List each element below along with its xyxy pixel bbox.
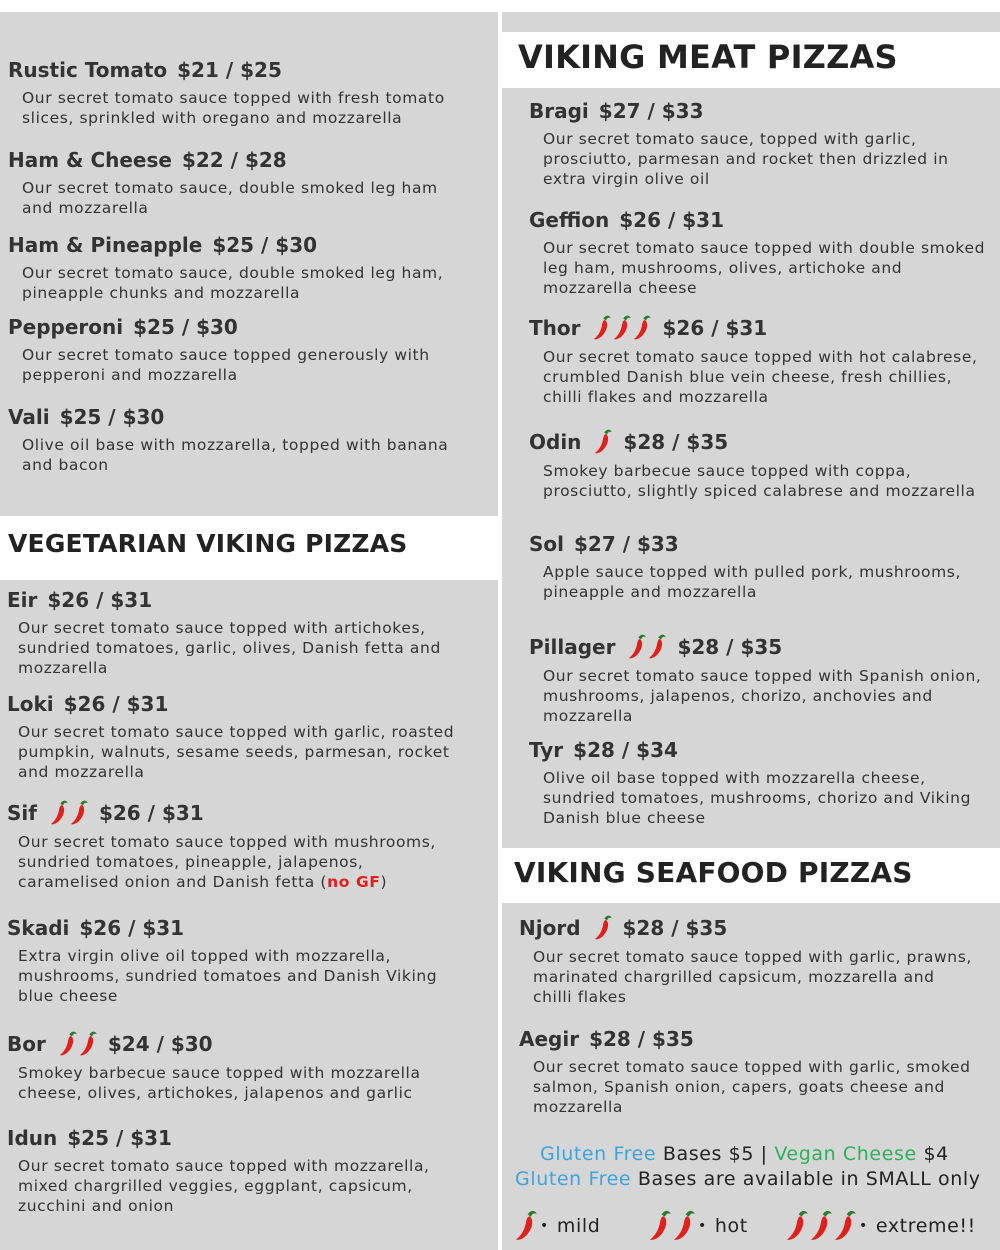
- item-price: $24 / $30: [107, 1032, 213, 1056]
- item-price: $22 / $28: [181, 148, 287, 172]
- menu-item: [8, 148, 488, 218]
- item-price: $25 / $30: [212, 233, 318, 257]
- chili-icon: [648, 634, 666, 660]
- menu-item: [529, 532, 994, 602]
- item-description: [18, 1063, 487, 1103]
- heat-indicator: [593, 915, 613, 941]
- item-title: [519, 915, 989, 941]
- description-line: pumpkin, walnuts, sesame seeds, parmesan, rocket: [18, 743, 450, 761]
- legend-item: • hot: [648, 1210, 748, 1242]
- gluten-free-label-2: Gluten Free: [515, 1168, 632, 1190]
- item-title: [529, 99, 994, 123]
- item-description: [533, 1057, 989, 1117]
- item-title: [7, 1126, 487, 1150]
- description-line: zucchini and onion: [18, 1197, 174, 1215]
- item-title: [529, 634, 994, 660]
- menu-item: [7, 1126, 487, 1216]
- item-name: Bor: [7, 1032, 46, 1056]
- description-line: Our secret tomato sauce topped generously with: [22, 346, 430, 364]
- chili-icon: [50, 800, 68, 826]
- item-name: Pillager: [529, 635, 616, 659]
- menu-item: [7, 1031, 487, 1103]
- description-line: Our secret tomato sauce topped with garlic, prawns,: [533, 948, 972, 966]
- chili-icon: [70, 800, 88, 826]
- description-line: mushrooms, sundried tomatoes and Danish Viking: [18, 967, 438, 985]
- item-description: [22, 88, 488, 128]
- description-line: mozzarella: [543, 707, 634, 725]
- description-line: salmon, Spanish onion, capers, goats cheese and: [533, 1078, 945, 1096]
- description-line: blue cheese: [18, 987, 119, 1005]
- item-price: $28 / $35: [622, 916, 728, 940]
- heat-indicator: [593, 429, 613, 455]
- description-line: Our secret tomato sauce, double smoked leg ham,: [22, 264, 444, 282]
- description-line: crumbled Danish blue vein cheese, fresh chillies,: [543, 368, 953, 386]
- footer-line-2: [515, 1168, 981, 1190]
- legend-label: hot: [714, 1215, 748, 1237]
- description-line: mozzarella cheese: [543, 279, 698, 297]
- chili-icon: [613, 315, 631, 341]
- item-description: [543, 461, 994, 501]
- item-name: Ham & Cheese: [8, 148, 172, 172]
- meat-heading: VIKING MEAT PIZZAS: [518, 38, 898, 76]
- item-description: [543, 129, 994, 189]
- item-description: [18, 832, 487, 892]
- description-line: Our secret tomato sauce topped with mushrooms,: [18, 833, 436, 851]
- item-price: $25 / $30: [133, 315, 238, 339]
- item-name: Idun: [7, 1126, 58, 1150]
- item-name: Bragi: [529, 99, 589, 123]
- menu-item: [529, 99, 994, 189]
- description-line: sundried tomatoes, pineapple, jalapenos,: [18, 853, 364, 871]
- vegan-cheese-label: Vegan Cheese: [774, 1143, 917, 1165]
- item-name: Njord: [519, 916, 581, 940]
- description-line: cheese, olives, artichokes, jalapenos and garlic: [18, 1084, 413, 1102]
- item-title: [529, 208, 994, 232]
- item-title: [8, 315, 488, 339]
- description-line: and mozzarella: [18, 763, 145, 781]
- menu-item: [8, 233, 488, 303]
- heat-indicator: [58, 1031, 98, 1057]
- description-line: leg ham, mushrooms, olives, artichoke and: [543, 259, 903, 277]
- menu-item: [529, 634, 994, 726]
- description-line: Our secret tomato sauce topped with garlic, smoked: [533, 1058, 971, 1076]
- menu-item: [529, 738, 994, 828]
- item-title: [7, 800, 487, 826]
- item-title: [8, 148, 488, 172]
- legend-item: • extreme!!: [785, 1210, 976, 1242]
- chili-icon: [786, 1210, 808, 1242]
- legend-item: • mild: [514, 1210, 600, 1242]
- chili-icon: [593, 315, 611, 341]
- item-price: $26 / $31: [47, 588, 153, 612]
- description-line: Our secret tomato sauce topped with artichokes,: [18, 619, 426, 637]
- description-line: and mozzarella: [22, 199, 149, 217]
- chili-icon: [59, 1031, 77, 1057]
- no-gf-note: no GF: [327, 873, 381, 891]
- item-description: [18, 946, 487, 1006]
- chili-icon: [810, 1210, 832, 1242]
- menu-item: [529, 429, 994, 501]
- menu-item: [7, 588, 487, 678]
- item-description: [22, 435, 488, 475]
- item-price: $21 / $25: [177, 58, 282, 82]
- item-price: $28 / $35: [677, 635, 783, 659]
- item-title: [529, 532, 994, 556]
- item-description: [18, 1156, 487, 1216]
- seafood-heading: VIKING SEAFOOD PIZZAS: [514, 856, 913, 889]
- menu-item: [7, 692, 487, 782]
- heat-indicator: [592, 315, 652, 341]
- item-name: Sol: [529, 532, 564, 556]
- description-line: pepperoni and mozzarella: [22, 366, 238, 384]
- description-line: mozzarella: [533, 1098, 624, 1116]
- item-name: Thor: [529, 316, 581, 340]
- chili-icon: [834, 1210, 856, 1242]
- item-price: $26 / $31: [63, 692, 169, 716]
- item-description: [543, 666, 994, 726]
- item-description: [533, 947, 989, 1007]
- item-description: [18, 722, 487, 782]
- chili-icon: [594, 429, 612, 455]
- chili-icon: [628, 634, 646, 660]
- legend-label: mild: [556, 1215, 601, 1237]
- description-line: Danish blue cheese: [543, 809, 706, 827]
- item-name: Rustic Tomato: [8, 58, 168, 82]
- item-title: [7, 916, 487, 940]
- description-line: Our secret tomato sauce topped with hot calabrese,: [543, 348, 978, 366]
- item-price: $25 / $30: [59, 405, 165, 429]
- item-name: Sif: [7, 801, 37, 825]
- legend-label: extreme!!: [875, 1215, 976, 1237]
- chili-icon: [673, 1210, 695, 1242]
- item-price: $26 / $31: [79, 916, 185, 940]
- description-line: extra virgin olive oil: [543, 170, 710, 188]
- item-title: [8, 233, 488, 257]
- item-title: [7, 588, 487, 612]
- description-line: Our secret tomato sauce topped with double smoked: [543, 239, 986, 257]
- item-name: Vali: [8, 405, 50, 429]
- item-title: [529, 429, 994, 455]
- description-line: chilli flakes and mozzarella: [543, 388, 769, 406]
- footer-line-1: [540, 1143, 949, 1165]
- description-line: Extra virgin olive oil topped with mozzarella,: [18, 947, 391, 965]
- description-line: mushrooms, jalapenos, chorizo, anchovies and: [543, 687, 933, 705]
- item-title: [7, 692, 487, 716]
- item-description: [543, 768, 994, 828]
- item-name: Tyr: [529, 738, 564, 762]
- description-line: Our secret tomato sauce, double smoked leg ham: [22, 179, 438, 197]
- description-line: sundried tomatoes, garlic, olives, Danish fetta and: [18, 639, 441, 657]
- item-price: $26 / $31: [619, 208, 724, 232]
- item-description: [18, 618, 487, 678]
- menu-item: [529, 315, 994, 407]
- item-title: [519, 1027, 989, 1051]
- item-description: [543, 238, 994, 298]
- description-line: Smokey barbecue sauce topped with coppa,: [543, 462, 912, 480]
- item-price: $27 / $33: [574, 532, 679, 556]
- heat-indicator: [627, 634, 667, 660]
- item-title: [8, 405, 488, 429]
- description-line: chilli flakes: [533, 988, 627, 1006]
- description-line: Apple sauce topped with pulled pork, mushrooms,: [543, 563, 962, 581]
- small-only-note: Bases are available in SMALL only: [637, 1168, 981, 1190]
- description-line: sundried tomatoes, mushrooms, chorizo and Viking: [543, 789, 972, 807]
- description-line: pineapple and mozzarella: [543, 583, 757, 601]
- description-line: Olive oil base with mozzarella, topped with banana: [22, 436, 449, 454]
- item-description: [22, 263, 488, 303]
- description-line: Olive oil base topped with mozzarella cheese,: [543, 769, 926, 787]
- chili-icon: [633, 315, 651, 341]
- item-name: Eir: [7, 588, 38, 612]
- item-name: Pepperoni: [8, 315, 124, 339]
- item-title: [8, 58, 488, 82]
- item-title: [7, 1031, 487, 1057]
- description-line: Our secret tomato sauce topped with mozzarella,: [18, 1157, 430, 1175]
- description-line: slices, sprinkled with oregano and mozzarella: [22, 109, 403, 127]
- item-name: Geffion: [529, 208, 610, 232]
- menu-item: [8, 405, 488, 475]
- item-price: $28 / $35: [623, 430, 729, 454]
- description-line: and bacon: [22, 456, 109, 474]
- description-line: Smokey barbecue sauce topped with mozzarella: [18, 1064, 421, 1082]
- item-price: $28 / $34: [573, 738, 678, 762]
- menu-item: [519, 915, 989, 1007]
- item-name: Loki: [7, 692, 54, 716]
- item-description: [543, 347, 994, 407]
- menu-item: [519, 1027, 989, 1117]
- right-top-strip: [502, 12, 1000, 32]
- description-line: Our secret tomato sauce topped with Spanish onion,: [543, 667, 982, 685]
- item-price: $25 / $31: [67, 1126, 172, 1150]
- menu-item: [8, 315, 488, 385]
- item-description: [22, 345, 488, 385]
- item-price: $26 / $31: [662, 316, 768, 340]
- description-line: prosciutto, parmesan and rocket then drizzled in: [543, 150, 949, 168]
- gluten-free-label: Gluten Free: [540, 1143, 657, 1165]
- chili-icon: [594, 915, 612, 941]
- description-line: prosciutto, slightly spiced calabrese and mozzarella: [543, 482, 976, 500]
- menu-item: [7, 800, 487, 892]
- item-title: [529, 738, 994, 762]
- item-price: $28 / $35: [589, 1027, 694, 1051]
- vegan-cheese-price: $4: [923, 1143, 949, 1165]
- chili-icon: [649, 1210, 671, 1242]
- bases-price: Bases $5: [662, 1143, 755, 1165]
- description-line: pineapple chunks and mozzarella: [22, 284, 301, 302]
- item-name: Ham & Pineapple: [8, 233, 203, 257]
- chili-icon: [79, 1031, 97, 1057]
- item-name: Aegir: [519, 1027, 580, 1051]
- item-description: [543, 562, 994, 602]
- separator: |: [760, 1143, 768, 1165]
- description-line: Our secret tomato sauce topped with fresh tomato: [22, 89, 445, 107]
- description-line: Our secret tomato sauce topped with garlic, roasted: [18, 723, 455, 741]
- description-line: mozzarella: [18, 659, 109, 677]
- item-name: Odin: [529, 430, 582, 454]
- description-line: marinated chargrilled capsicum, mozzarella and: [533, 968, 935, 986]
- item-name: Skadi: [7, 916, 70, 940]
- menu-item: [7, 916, 487, 1006]
- description-line: mixed chargrilled veggies, eggplant, capsicum,: [18, 1177, 413, 1195]
- description-line: caramelised onion and Danish fetta (no GF): [18, 873, 388, 891]
- menu-item: [8, 58, 488, 128]
- item-price: $26 / $31: [98, 801, 204, 825]
- heat-indicator: [49, 800, 89, 826]
- menu-item: [529, 208, 994, 298]
- item-title: [529, 315, 994, 341]
- item-price: $27 / $33: [598, 99, 704, 123]
- vegetarian-heading: VEGETARIAN VIKING PIZZAS: [8, 529, 408, 558]
- description-line: Our secret tomato sauce, topped with garlic,: [543, 130, 917, 148]
- chili-icon: [515, 1210, 537, 1242]
- item-description: [22, 178, 488, 218]
